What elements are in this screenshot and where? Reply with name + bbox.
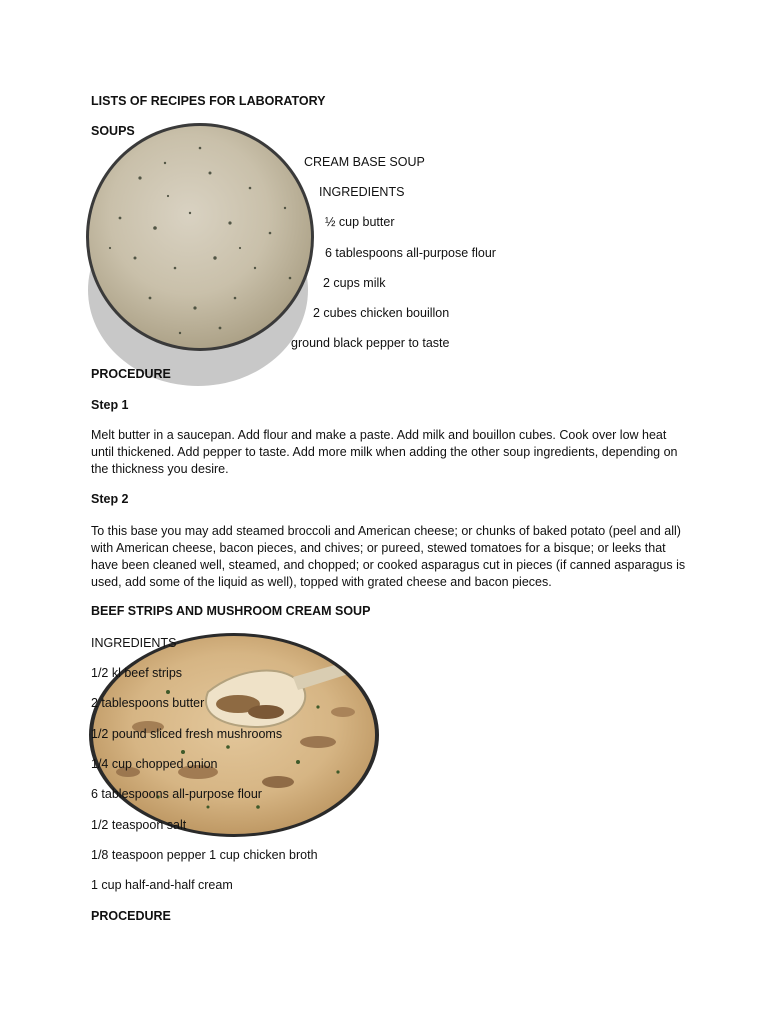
recipe2-ingredients-heading: INGREDIENTS (91, 636, 177, 650)
recipe2-ingredient: 1/2 teaspoon salt (91, 818, 187, 832)
section-heading: SOUPS (91, 124, 135, 138)
step2-heading: Step 2 (91, 492, 129, 506)
recipe2-ingredient: 1/8 teaspoon pepper 1 cup chicken broth (91, 848, 318, 862)
recipe2-ingredient: 1 cup half-and-half cream (91, 878, 233, 892)
step1-text: Melt butter in a saucepan. Add flour and make a paste. Add milk and bouillon cubes. Cook over low heat until thickened. Add pepper to taste. Add more milk when adding the other soup ingredients, depending on the thickness you desire. (91, 428, 678, 476)
recipe1-ingredient: ½ cup butter (325, 215, 395, 229)
recipe1-ingredient: 6 tablespoons all-purpose flour (325, 246, 496, 260)
recipe1-ingredient: 2 cubes chicken bouillon (313, 306, 450, 320)
recipe1-ingredient: ground black pepper to taste (291, 336, 450, 350)
recipe2-ingredient: 6 tablespoons all-purpose flour (91, 787, 262, 801)
recipe2-ingredient: 1/4 cup chopped onion (91, 757, 218, 771)
recipe2-procedure-heading: PROCEDURE (91, 909, 171, 923)
recipe1-name: CREAM BASE SOUP (304, 155, 425, 169)
recipe1-procedure-heading: PROCEDURE (91, 367, 171, 381)
recipe2-ingredient: 1/2 kl beef strips (91, 666, 183, 680)
recipe1-ingredients-heading: INGREDIENTS (319, 185, 405, 199)
recipe2-ingredient: 2 tablespoons butter (91, 696, 205, 710)
step2-text: To this base you may add steamed broccoli and American cheese; or chunks of baked potato (peel and all) with American cheese, bacon pieces, and chives; or pureed, stewed tomatoes for a bisque; or leeks that have been cleaned well, steamed, and chopped; or cooked asparagus cut in pieces (if canned asparagus is used, add some of the liquid as well), topped with grated cheese and bacon pieces. (91, 524, 686, 589)
recipe1-ingredient: 2 cups milk (323, 276, 386, 290)
step1-heading: Step 1 (91, 398, 129, 412)
page-title: LISTS OF RECIPES FOR LABORATORY (91, 94, 326, 108)
recipe2-name: BEEF STRIPS AND MUSHROOM CREAM SOUP (91, 604, 371, 618)
recipe2-ingredient: 1/2 pound sliced fresh mushrooms (91, 727, 283, 741)
